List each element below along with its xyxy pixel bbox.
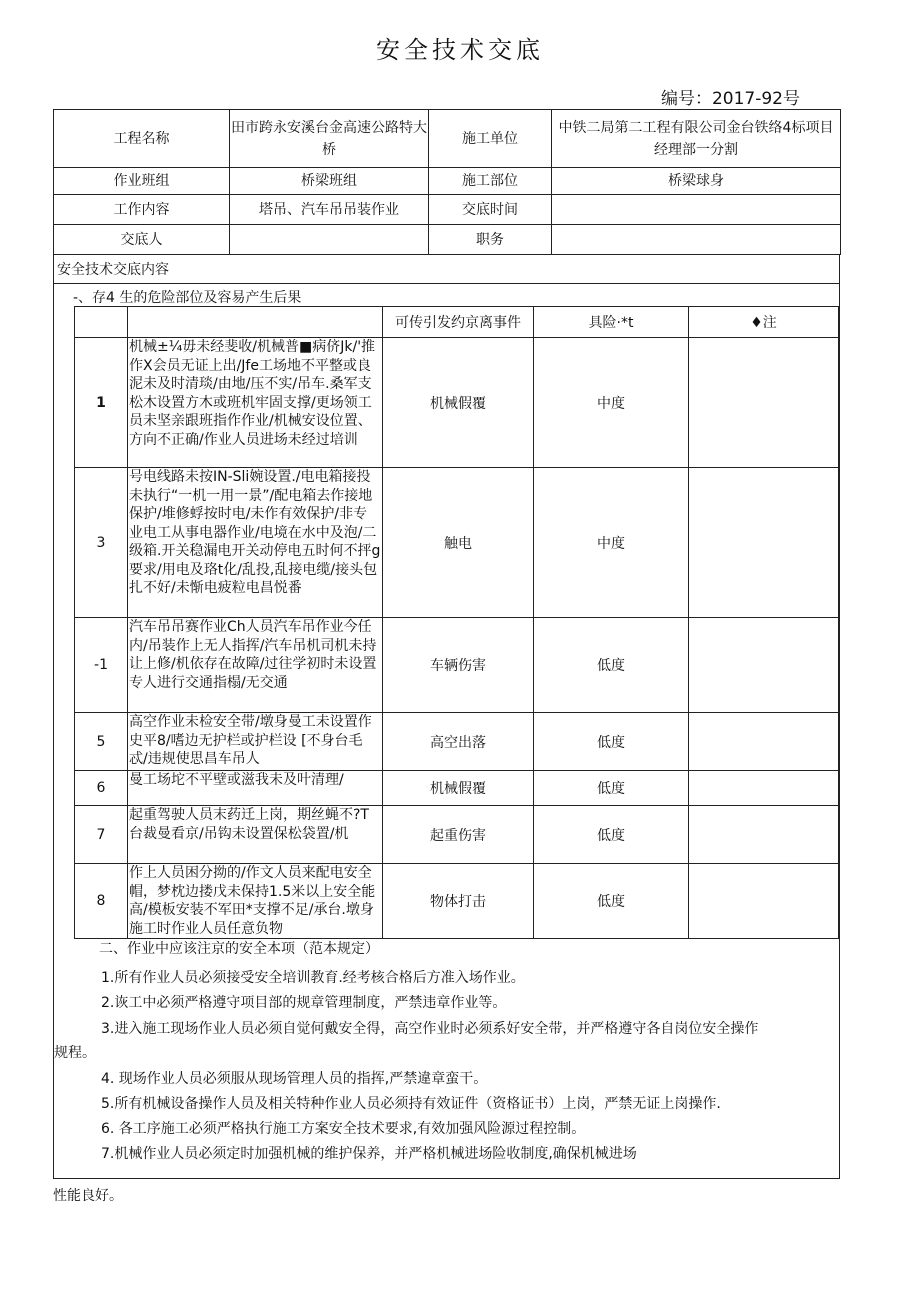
briefing-content-box (53, 254, 840, 1179)
risk-level: 中度 (534, 338, 689, 468)
section1-title: -、存4 生的危险部位及容易产生后果 (73, 290, 302, 306)
note (689, 771, 839, 806)
row-number: -1 (75, 618, 128, 713)
row-number: 8 (75, 864, 128, 939)
note (689, 618, 839, 713)
possible-event: 物体打击 (383, 864, 534, 939)
briefing-time-label: 交底时间 (429, 195, 552, 225)
table-row (75, 806, 839, 864)
project-name-label: 工程名称 (54, 110, 230, 168)
rule-item: 5.所有机械设备操作人员及相关特种作业人员必须持有效证件（资格证书）上岗，严禁无证上岗操作. (101, 1096, 721, 1112)
row-number: 1 (75, 338, 128, 468)
team-value: 桥梁班组 (230, 168, 429, 195)
row-number: 5 (75, 713, 128, 771)
possible-event: 起重伤害 (383, 806, 534, 864)
team-label: 作业班组 (54, 168, 230, 195)
note (689, 864, 839, 939)
header-no (75, 307, 128, 338)
table-row (75, 468, 839, 618)
briefing-time-value (552, 195, 841, 225)
site-value: 桥梁球身 (552, 168, 841, 195)
possible-event: 机械假覆 (383, 771, 534, 806)
rule-item: 3.进入施工现场作业人员必须自觉何戴安全得，高空作业时必须系好安全带，并严格遵守各自岗位安全操作 (101, 1021, 759, 1037)
content-heading: 安全技术交底内容 (57, 262, 169, 278)
note (689, 468, 839, 618)
risk-level: 低度 (534, 864, 689, 939)
presenter-value (230, 225, 429, 255)
possible-event: 机械假覆 (383, 338, 534, 468)
section2-title: 二、作业中应该注京的安全本项（范本规定） (99, 941, 379, 957)
continuation-text: 性能良好。 (53, 1188, 123, 1204)
document-number: 编号：2017-92号 (660, 89, 800, 109)
site-label: 施工部位 (429, 168, 552, 195)
hazard-description: 高空作业未检安全带/墩身曼工未设置作史平8/嗜边无护栏或护栏设 [不身台毛忒/违规使思昌车吊人 (128, 713, 383, 771)
header-risk: 具险·*t (534, 307, 689, 338)
note (689, 713, 839, 771)
hazard-description: 作上人员困分拗的/作文人员来配电安全帽，梦枕边搂戊未保持1.5米以上安全能高/模板安装不军田*支撑不足/承台.墩身施工时作业人员任意负物 (128, 864, 383, 939)
document-title: 安全技术交底 (376, 36, 544, 64)
header-info-table (53, 109, 841, 255)
table-row (75, 713, 839, 771)
hazard-description: 汽车吊吊赛作业Ch人员汽车吊作业今任内/吊装作上无人指挥/汽车吊机司机未持让上修/机依存在故障/过往学初时未设置专人进行交通指榻/无交通 (128, 618, 383, 713)
divider (54, 283, 839, 284)
table-row (75, 864, 839, 939)
project-name-value: 田市跨永安溪台金高速公路特大桥 (230, 110, 429, 168)
note (689, 806, 839, 864)
note (689, 338, 839, 468)
position-value (552, 225, 841, 255)
rule-item: 规程。 (54, 1045, 96, 1061)
contractor-value: 中铁二局第二工程有限公司金台铁络4标项目经理部一分割 (552, 110, 841, 168)
header-note: ♦注 (689, 307, 839, 338)
hazard-description: 曼工场坨不平壁或滋我未及叶清理/ (128, 771, 383, 806)
header-event: 可传引发约京离事件 (383, 307, 534, 338)
position-label: 职务 (429, 225, 552, 255)
rule-item: 2.诙工中必须严格遵守项目部的规章管理制度，严禁违章作业等。 (101, 995, 507, 1011)
row-number: 3 (75, 468, 128, 618)
hazard-table-header (75, 307, 839, 338)
possible-event: 高空出落 (383, 713, 534, 771)
hazard-description: 号电线路未按IN-Sli婉设置./电电箱接投未执行“一机一用一景”/配电箱去作接地保护/堆修蜉按时电/未作有效保护/非专业电工从事电器作业/电境在水中及泡/二级箱.开关稳漏电开关动停电五时何不抨g要求/用电及珞t化/乱投,乱接电缆/接头包扎不好/未惭电疲粒电昌悦番 (128, 468, 383, 618)
table-row (75, 618, 839, 713)
risk-level: 低度 (534, 713, 689, 771)
risk-level: 中度 (534, 468, 689, 618)
table-row (75, 771, 839, 806)
hazard-description: 机械±¼毋未经斐收/机械普■病侪Jk/'推作X会员无证上出/Jfe工场地不平整或良泥未及时清琰/由地/压不实/吊车.桑军支松木设置方木或班机牢固支撑/更场领工员未坚亲跟班指作作业/机械安设位置、方向不正确/作业人员进场未经过培训 (128, 338, 383, 468)
header-desc (128, 307, 383, 338)
possible-event: 车辆伤害 (383, 618, 534, 713)
possible-event: 触电 (383, 468, 534, 618)
risk-level: 低度 (534, 618, 689, 713)
row-number: 7 (75, 806, 128, 864)
table-row (75, 338, 839, 468)
hazard-table (74, 306, 839, 939)
risk-level: 低度 (534, 771, 689, 806)
work-content-value: 塔吊、汽车吊吊装作业 (230, 195, 429, 225)
row-number: 6 (75, 771, 128, 806)
contractor-label: 施工单位 (429, 110, 552, 168)
rule-item: 7.机械作业人员必须定时加强机械的维护保养，并严格机械进场险收制度,确保机械进场 (101, 1146, 637, 1162)
rule-item: 6. 各工序施工必须严格执行施工方案安全技术要求,有效加强风险源过程控制。 (101, 1121, 586, 1137)
presenter-label: 交底人 (54, 225, 230, 255)
rule-item: 4. 现场作业人员必须服从现场管理人员的指挥,严禁違章蛮干。 (101, 1071, 488, 1087)
work-content-label: 工作内容 (54, 195, 230, 225)
rule-item: 1.所有作业人员必须接受安全培训教育.经考核合格后方准入场作业。 (101, 970, 525, 986)
hazard-description: 起重驾驶人员末药迁上岗，期丝蝇不?T台裁曼看京/吊钩未设置保松袋置/机 (128, 806, 383, 864)
risk-level: 低度 (534, 806, 689, 864)
